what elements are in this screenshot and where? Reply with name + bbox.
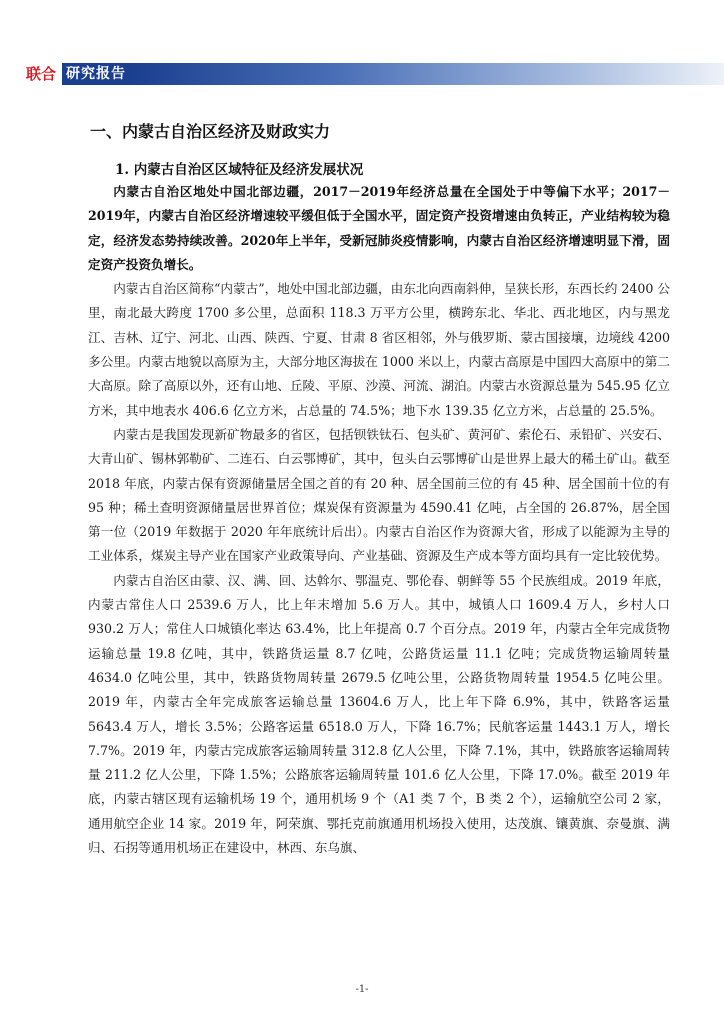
report-header [26, 62, 724, 86]
subsection-title: 1. 内蒙古自治区区域特征及经济发展状况 [115, 162, 364, 178]
section-title: 一、内蒙古自治区经济及财政实力 [90, 122, 331, 141]
population-transport-paragraph: 内蒙古自治区由蒙、汉、满、回、达斡尔、鄂温克、鄂伦春、朝鲜等 55 个民族组成。2019 年底，内蒙古常住人口 2539.6 万人，比上年末增加 5.6 万人。其中，城镇人口 1609.4 万人，乡村人口 930.2 万人；常住人口城镇化率达 63.4%，比上年提高 0.7 个百分点。2019 年，内蒙古全年完成货物运输总量 19.8 亿吨，其中，铁路货运量 8.7 亿吨，公路货运量 11.1 亿吨；完成货物运输周转量 4634.0 亿吨公里，其中，铁路货物周转量 2679.5 亿吨公里，公路货物周转量 1954.5 亿吨公里。2019 年，内蒙古全年完成旅客运输总量 13604.6 万人，比上年下降 6.9%，其中，铁路客运量 5643.4 万人，增长 3.5%；公路客运量 6518.0 万人，下降 16.7%；民航客运量 1443.1 万人，增长 7.7%。2019 年，内蒙古完成旅客运输周转量 312.8 亿人公里，下降 7.1%，其中，铁路旅客运输周转量 211.2 亿人公里，下降 1.5%；公路旅客运输周转量 101.6 亿人公里，下降 17.0%。截至 2019 年底，内蒙古辖区现有运输机场 19 个，通用机场 9 个（A1 类 7 个，B 类 2 个），运输航空公司 2 家，通用航空企业 14 家。2019 年，阿荣旗、鄂托克前旗通用机场投入使用，达茂旗、镶黄旗、奈曼旗、满归、石拐等通用机场正在建设中，林西、东乌旗、 [88, 572, 670, 856]
summary-paragraph: 内蒙古自治区地处中国北部边疆，2017－2019年经济总量在全国处于中等偏下水平；2017－2019年，内蒙古自治区经济增速较平缓但低于全国水平，固定资产投资增速由负转正，产业结构较为稳定，经济发态势持续改善。2020年上半年，受新冠肺炎疫情影响，内蒙古自治区经济增速明显下滑，固定资产投资负增长。 [88, 184, 670, 272]
page-number: -1- [355, 984, 369, 995]
document-body [88, 180, 670, 860]
brand-lianhe: 联合 [26, 65, 57, 83]
resources-paragraph: 内蒙古是我国发现新矿物最多的省区，包括钡铁钛石、包头矿、黄河矿、索伦石、汞铅矿、兴安石、大青山矿、锡林郭勒矿、二连石、白云鄂博矿，其中，包头白云鄂博矿山是世界上最大的稀土矿山。截至 2018 年底，内蒙古保有资源储量居全国之首的有 20 种、居全国前三位的有 45 种、居全国前十位的有 95 种；稀土查明资源储量居世界首位；煤炭保有资源量为 4590.41 亿吨，占全国的 26.87%，居全国第一位（2019 年数据于 2020 年年底统计后出）。内蒙古自治区作为资源大省，形成了以能源为主导的工业体系，煤炭主导产业在国家产业政策导向、产业基础、资源及生产成本等方面均具有一定比较优势。 [88, 426, 670, 564]
geography-paragraph: 内蒙古自治区简称“内蒙古”，地处中国北部边疆，由东北向西南斜伸，呈狭长形，东西长约 2400 公里，南北最大跨度 1700 多公里，总面积 118.3 万平方公里，横跨东北、华北、西北地区，内与黑龙江、吉林、辽宁、河北、山西、陕西、宁夏、甘肃 8 省区相邻，外与俄罗斯、蒙古国接壤，边境线 4200 多公里。内蒙古地貌以高原为主，大部分地区海拔在 1000 米以上，内蒙古高原是中国四大高原中的第二大高原。除了高原以外，还有山地、丘陵、平原、沙漠、河流、湖泊。内蒙古水资源总量为 545.95 亿立方米，其中地表水 406.6 亿立方米，占总量的 74.5%；地下水 139.35 亿立方米，占总量的 25.5%。 [88, 281, 670, 418]
brand-research-report: 研究报告 [62, 63, 130, 85]
header-gradient-bar [130, 63, 724, 85]
